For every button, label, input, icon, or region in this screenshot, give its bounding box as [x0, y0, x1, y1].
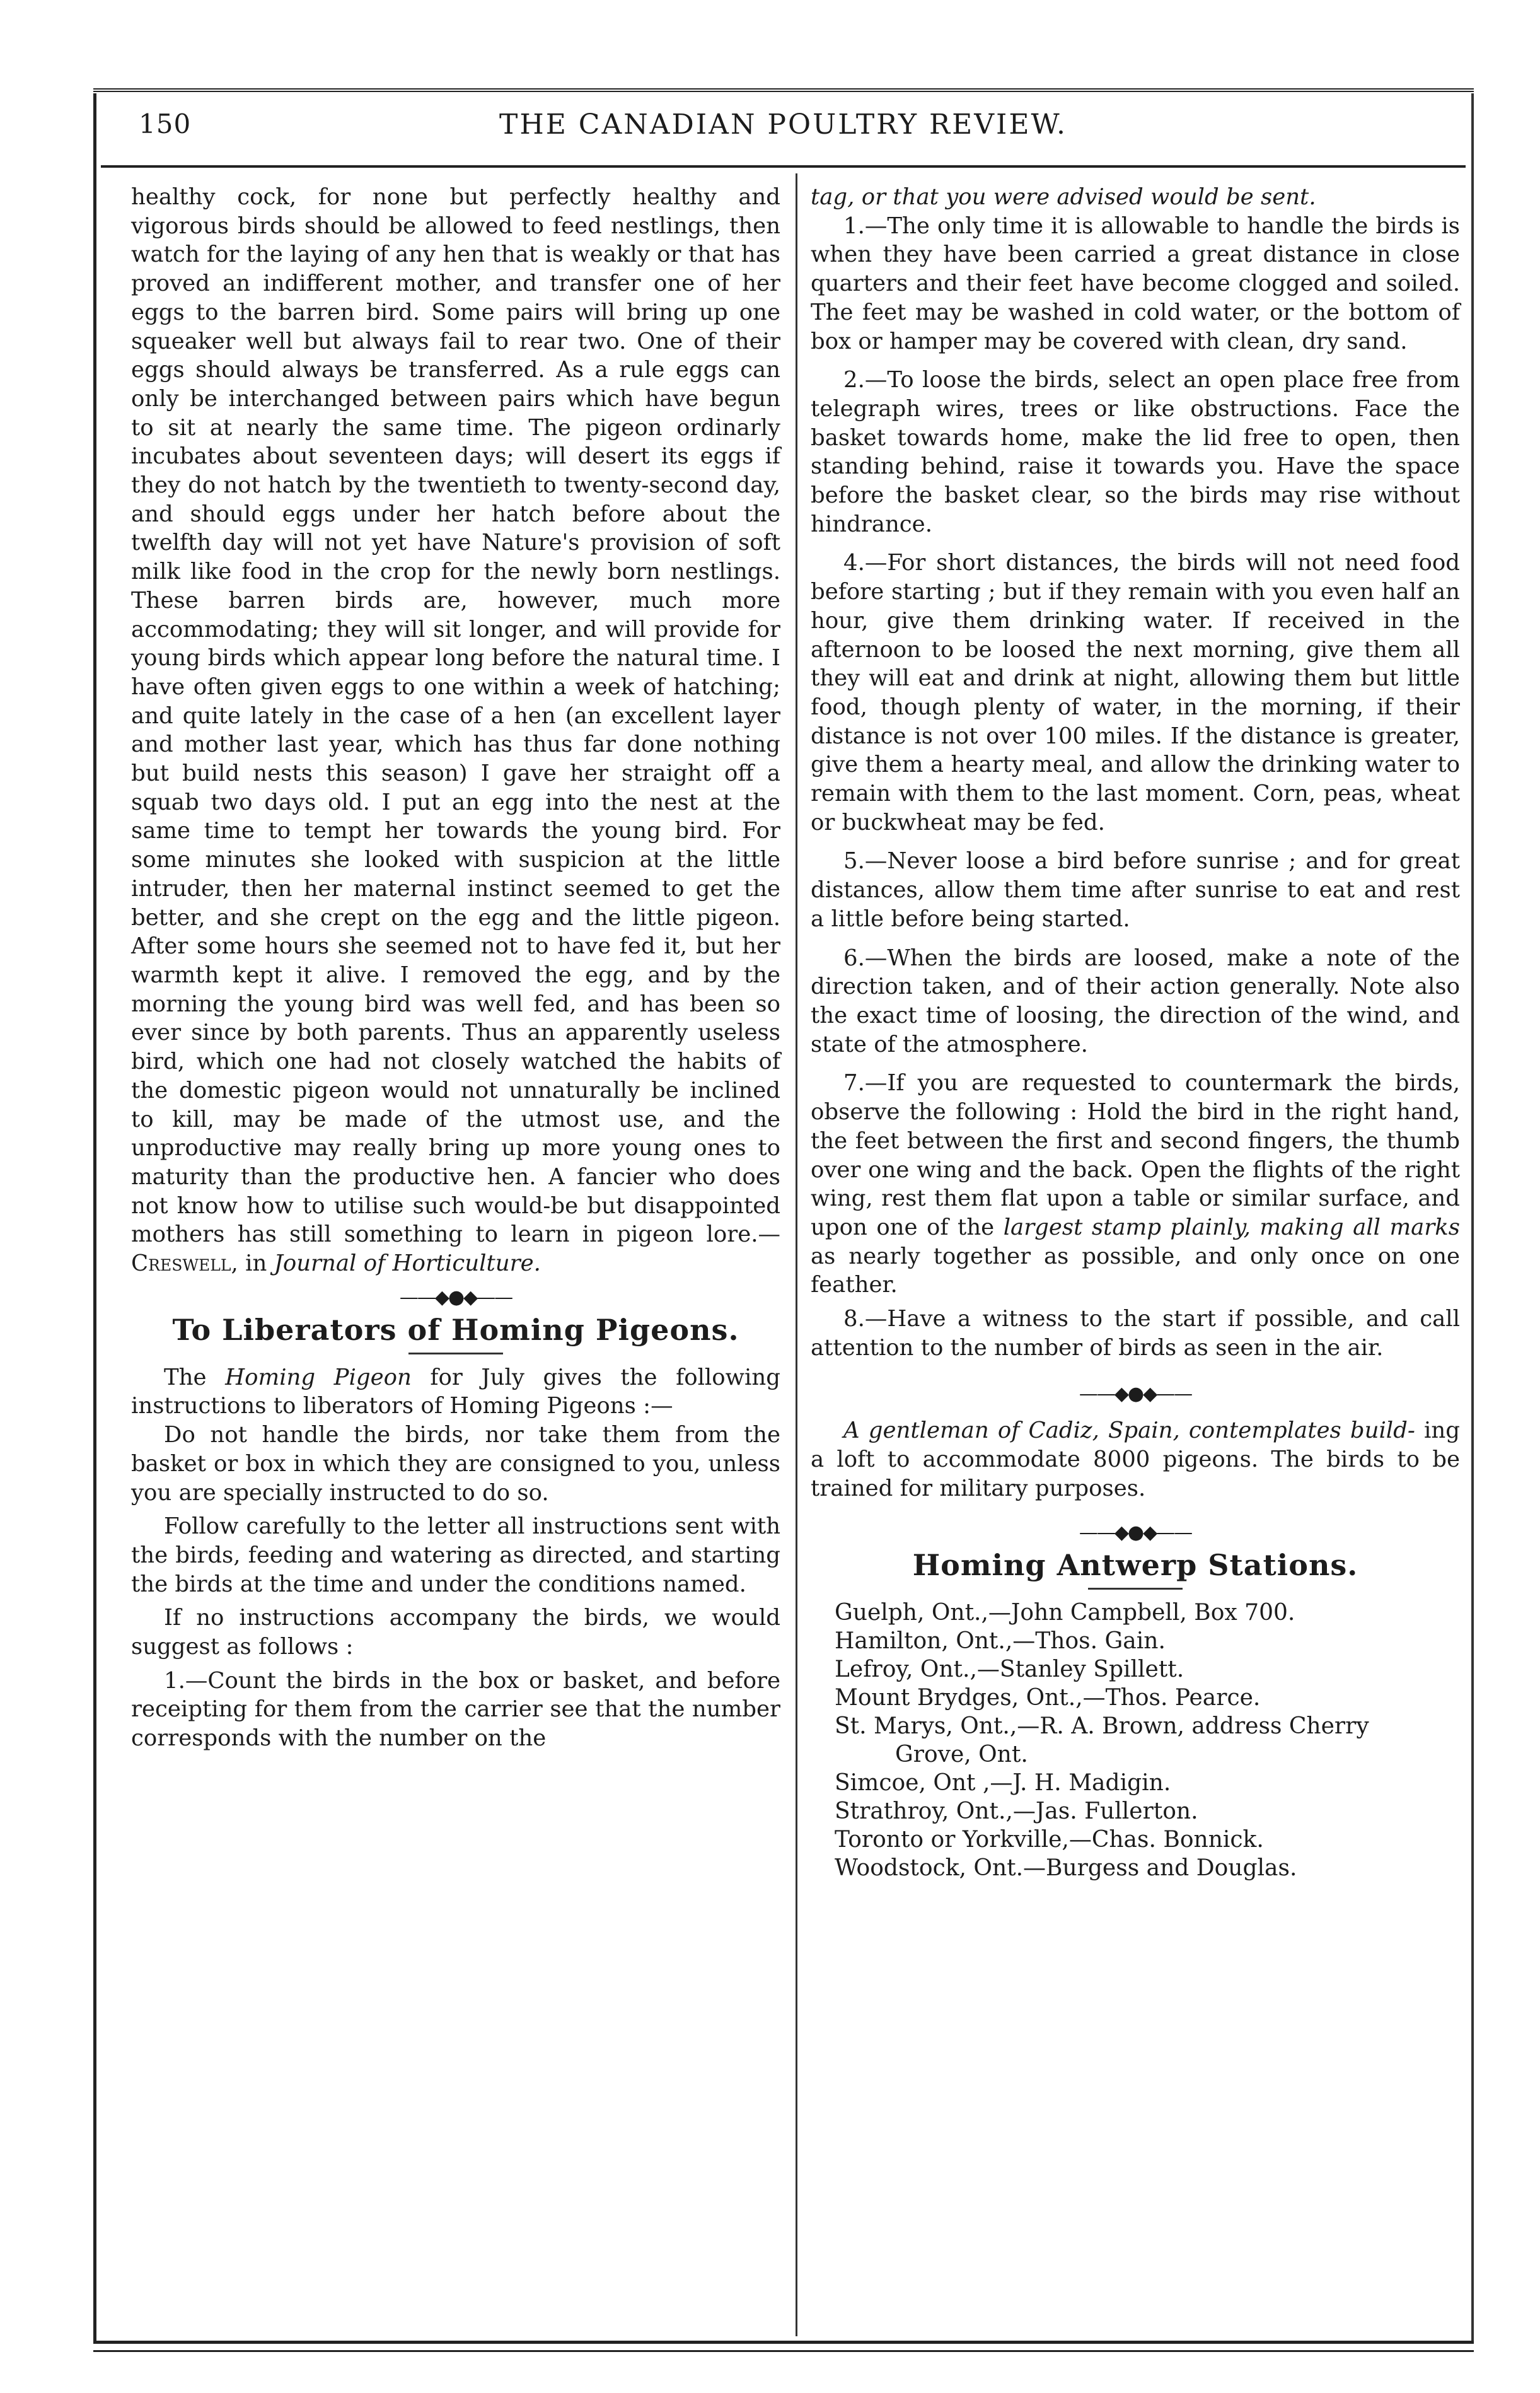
station-entry: Woodstock, Ont.—Burgess and Douglas. — [835, 1854, 1297, 1881]
section-title: Homing Antwerp Stations. — [912, 1547, 1358, 1582]
article-paragraph — [131, 183, 780, 1278]
news-item — [811, 1416, 1460, 1503]
instruction-item: 4.—For short distances, the birds will not need food before starting ; but if they remain with you even half an hour, give them drinking water. If received in the afternoon to be loosed the next morning, give them all they will eat and drink at night, allowing them but little food, though plenty of water, in the morning, if their distance is not over 100 miles. If the distance is greater, give them a hearty meal, and allow the drinking water to remain with them to the last moment. Corn, peas, wheat or buckwheat may be fed. — [811, 550, 1460, 836]
journal-name: Homing Pigeon — [225, 1364, 412, 1390]
station-entry: Guelph, Ont.,—John Campbell, Box 700. — [835, 1599, 1295, 1626]
station-entry: Hamilton, Ont.,—Thos. Gain. — [835, 1627, 1166, 1654]
instruction-item: 1.—Count the birds in the box or basket, and before receipting for them from the carrier see that the number corresponds with the number on the — [131, 1667, 780, 1752]
section-title: To Liberators of Homing Pigeons. — [172, 1312, 739, 1347]
paragraph-text: , in — [231, 1250, 274, 1277]
station-entry: Simcoe, Ont ,—J. H. Madigin. — [835, 1769, 1171, 1796]
section-ornament: ——◆●◆—— — [1079, 1383, 1192, 1406]
instruction-item: 1.—The only time it is allowable to handle the birds is when they have been carried a great distance in close quarters and their feet have become clogged and soiled. The feet may be washed in cold water, or the bottom of box or hamper may be covered with clean, dry sand. — [811, 213, 1460, 354]
station-entry-continued: Grove, Ont. — [895, 1741, 1028, 1767]
station-entry: Strathroy, Ont.,—Jas. Fullerton. — [835, 1798, 1198, 1824]
instruction-item — [811, 1069, 1460, 1300]
instruction-paragraph: Do not handle the birds, nor take them from the basket or box in which they are consigned to you, unless you are specially instructed to do so. — [131, 1422, 780, 1506]
page-number: 150 — [139, 108, 192, 139]
paragraph-text: 7.—If you are requested to countermark the birds, observe the following : Hold the bird in the right hand, the feet between the first and second fingers, the thumb over one wing and the back. Open the flights of the right wing, rest them flat upon a table or similar surface, and upon one of the — [811, 1070, 1460, 1240]
paragraph-text: for July gives the following instructions to liberators of Homing Pigeons :— — [131, 1364, 780, 1419]
left-column — [131, 183, 780, 1753]
instruction-paragraph: Follow carefully to the letter all instructions sent with the birds, feeding and watering as directed, and starting the birds at the time and under the conditions named. — [131, 1513, 780, 1597]
instruction-item: 2.—To loose the birds, select an open place free from telegraph wires, trees or like obstructions. Face the basket towards home, make the lid free to open, then standing behind, raise it towards you. Have the space before the basket clear, so the birds may rise without hindrance. — [811, 367, 1460, 537]
source-journal: Journal of Horticulture. — [274, 1250, 541, 1277]
bottom-rule — [93, 2341, 1474, 2352]
station-entry: Lefroy, Ont.,—Stanley Spillett. — [835, 1656, 1184, 1682]
continued-text — [811, 183, 1460, 212]
instruction-paragraph: If no instructions accompany the birds, we would suggest as follows : — [131, 1605, 780, 1660]
italic-text: largest stamp plainly, making all marks — [1003, 1214, 1460, 1240]
station-entry: Toronto or Yorkville,—Chas. Bonnick. — [835, 1826, 1264, 1853]
instruction-item: 5.—Never loose a bird before sunrise ; and for great distances, allow them time after sunrise to eat and rest a little before being started. — [811, 848, 1460, 932]
station-entry: St. Marys, Ont.,—R. A. Brown, address Cherry — [835, 1713, 1369, 1739]
right-column — [811, 183, 1460, 1882]
station-entry: Mount Brydges, Ont.,—Thos. Pearce. — [835, 1684, 1261, 1711]
paragraph-text: healthy cock, for none but perfectly healthy and vigorous birds should be allowed to feed nestlings, then watch for the laying of any hen that is weakly or that has proved an indifferent mother, and transfer one of her eggs to the barren bird. Some pairs will bring up one squeaker well but always fail to rear two. One of their eggs should always be transferred. As a rule eggs can only be interchanged between pairs which have begun to sit at nearly the same time. The pigeon ordinarly incubates about seventeen days; will desert its eggs if they do not hatch by the twentieth to twenty-second day, and should eggs under her hatch before about the twelfth day will not yet have Nature's provision of soft milk like food in the crop for the newly born nestlings. These barren birds are, however, much more accommodating; they will sit longer, and will provide for young birds which appear long before the natural time. I have often given eggs to one within a week of hatching; and quite lately in the case of a hen (an excellent layer and mother last year, which has thus far done nothing but build nests this season) I gave her straight off a squab two days old. I put an egg into the nest at the same time to tempt her towards the young bird. For some minutes she looked with suspicion at the little intruder, then her maternal instinct seemed to get the better, and she crept on the egg and the little pigeon. After some hours she seemed not to have fed it, but her warmth kept it alive. I removed the egg, and by the morning the young bird was well fed, and has been so ever since by both parents. Thus an apparently useless bird, which one had not closely watched the habits of the domestic pigeon would not unnaturally be inclined to kill, may be made of the utmost use, and the unproductive may really bring up more young ones to maturity than the productive hen. A fancier who does not know how to utilise such would-be but disappointed mothers has still something to learn in pigeon lore.— — [131, 184, 780, 1248]
instruction-item: 8.—Have a witness to the start if possible, and call attention to the number of birds as seen in the air. — [811, 1306, 1460, 1361]
title-rule — [408, 1353, 503, 1354]
section-ornament: ——◆●◆—— — [399, 1286, 512, 1308]
title-rule — [1088, 1588, 1183, 1590]
author-name: Creswell — [131, 1250, 231, 1277]
running-title: THE CANADIAN POULTRY REVIEW. — [499, 108, 1068, 141]
section-ornament: ——◆●◆—— — [1079, 1521, 1192, 1544]
top-rule — [93, 88, 1474, 92]
intro-paragraph — [131, 1363, 780, 1421]
paragraph-text: as nearly together as possible, and only once on one feather. — [811, 1243, 1460, 1298]
paragraph-text: ing a loft to accommodate 8000 pigeons. The birds to be trained for military purposes. — [811, 1418, 1460, 1501]
page-header — [101, 106, 1466, 150]
stations-list — [835, 1598, 1460, 1882]
column-divider — [796, 173, 797, 2336]
paragraph-text: tag, or that you were advised would be sent. — [811, 184, 1316, 210]
italic-text: A gentleman of Cadiz, Spain, contemplates build- — [843, 1418, 1415, 1444]
instruction-item: 6.—When the birds are loosed, make a note of the direction taken, and of their action generally. Note also the exact time of loosing, the direction of the wind, and state of the atmosphere. — [811, 945, 1460, 1057]
header-rule — [101, 165, 1466, 168]
paragraph-text: The — [164, 1364, 226, 1390]
